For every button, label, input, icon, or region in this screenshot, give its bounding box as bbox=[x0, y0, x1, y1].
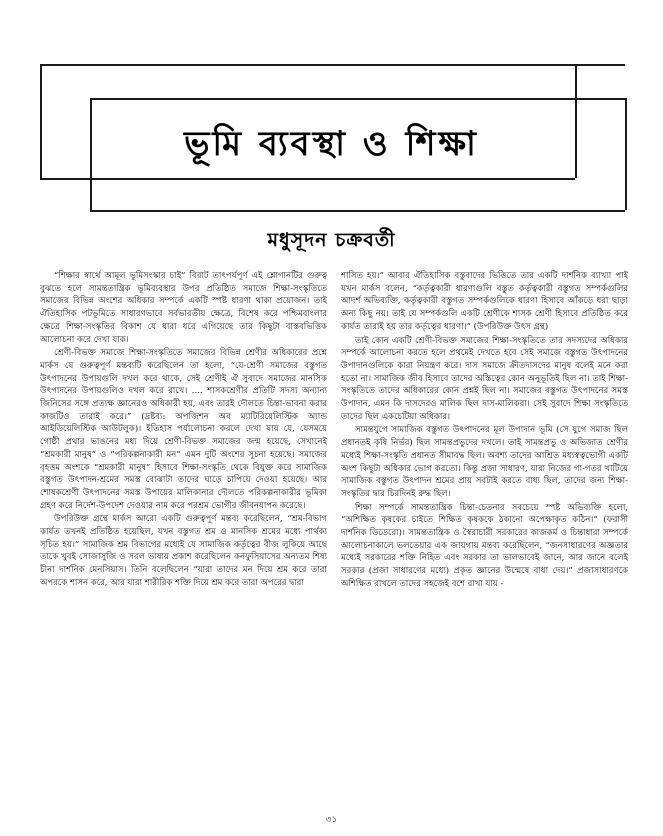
paragraph: শাসিত হয়।” আবার ঐতিহাসিক বস্তুবাদের ভিত্তিতে তার একটি দার্শনিক ব্যাখ্যা পাই যখন মার্কস বলেন, “কর্তৃত্বকারী ধারণাগুলি বস্তুত কর্তৃত্বকারী বস্তুগত সম্পর্কগুলির আদর্শ অভিব্যক্তি, কর্তৃত্বকারী বস্তুগত সম্পর্কগুলিকে ধারণা হিসাবে আঁকড়ে ধরা ছাড়া অন্য কিছু নয়। তাই যে সম্পর্কগুলি একটি শ্রেণীকে শাসক শ্রেণী হিসাবে প্রতিষ্ঠিত করে কার্যত তারাই হয় তার কর্তৃত্বের ধারণা।” (উপরিউক্ত উৎস গ্রন্থ) bbox=[341, 271, 628, 332]
paragraph: শ্রেণী-বিভক্ত সমাজে শিক্ষা-সংস্কৃতিতে সমাজের বিভিন্ন শ্রেণীর অধিকারের প্রশ্নে মার্কস যে গুরুত্বপূর্ণ মন্তব্যটি করেছিলেন তা হলো, “যে-শ্রেণী সমাজের বস্তুগত উৎপাদনের উপায়গুলি দখল করে থাকে, সেই শ্রেণীই ঐ সুবাদে সমাজের মানসিক উৎপাদনের উপায়গুলিও দখল করে রাখে। .... শাসকশ্রেণীর প্রতিটি সদস্য অন্যান্য জিনিসের সঙ্গে প্রত্যক্ষ জ্ঞানেরও অধিকারী হয়, এবং তারই দৌলতে চিন্তা-ভাবনা করার কাজটিও তারাই করে।” (দ্রষ্টব্য: অপজিশন অব ম্যাটিরিয়েলিস্টিক অ্যান্ড আইডিয়েলিস্টিক আউটলুক)। ইতিহাস পর্যালোচনা করলে দেখা যায় যে, যেসময়ে গোষ্ঠী প্রথার ভাঙনের মধ্য দিয়ে শ্রেণী-বিভক্ত সমাজের জন্ম হয়েছে, সেখানেই “শ্রমকারী মানুষ” ও “পরিকল্পনাকারী মন” এমন দুটি অংশের সূচনা হয়েছে। সমাজের বৃহত্তম অংশকে “শ্রমকারী মানুষ” হিসাবে শিক্ষা-সংস্কৃতি থেকে বিযুক্ত করে সামাজিক বস্তুগত উৎপাদন-শ্রমের সমস্ত বোঝাটা তাদের ঘাড়ে চাপিয়ে দেওয়া হয়েছে। আর শোষকশ্রেণী উৎপাদনের সমস্ত উপায়ের মালিকানার দৌলতে পরিকল্পনাকারীর ভূমিকা গ্রহণ করে নির্দেশ-উপদেশ দেওয়ার নাম করে পরশ্রম ভোগীর জীবনযাপন করেছে। bbox=[40, 348, 327, 511]
left-text-column bbox=[40, 270, 327, 790]
frame-title-bottom-line bbox=[40, 178, 575, 180]
article-author: মধুসূদন চক্রবর্তী bbox=[267, 229, 396, 251]
article-title: ভূমি ব্যবস্থা ও শিক্ষা bbox=[184, 124, 479, 164]
paragraph: শিক্ষা সম্পর্কে সামন্ততান্ত্রিক চিন্তা-চেতনার সবচেয়ে স্পষ্ট অভিব্যক্তি হলো, “অশিক্ষিত কৃষকের চাইতে শিক্ষিত কৃষককে ঠকানো অপেক্ষাকৃত কঠিন।” (ফরাসী দার্শনিক ডিডেরো)। সামন্ততান্ত্রিক ও স্বৈরাচারী সরকারের কাজকর্ম ও চিন্তাধারা সম্পর্কে আলোচনাকালে ভলতেয়ার এক জায়গায় মন্তব্য করেছিলেন, “জনসাধারণের অজ্ঞতার মধ্যেই সরকারের শক্তি নিহিত এবং সরকার তা ভালভাবেই জানে, আর জানে বলেই সরকার (প্রজা সাধারণের মধ্যে) প্রকৃত জ্ঞানের উন্মেষে বাধা দেয়।” প্রজাসাধারণকে অশিক্ষিত রাখলে তাদের সহজেই বশে রাখা যায় - bbox=[341, 502, 628, 589]
frame-top-line bbox=[40, 64, 625, 66]
paragraph: তাই কোন একটি শ্রেণী-বিভক্ত সমাজের শিক্ষা-সংস্কৃতিতে তার সদস্যদের অধিকার সম্পর্কে আলোচনা করতে হলে প্রথমেই দেখতে হবে সেই সমাজে বস্তুগত উৎপাদনের উপাদানগুলিকে কারা নিয়ন্ত্রণ করে। দাস সমাজে ক্রীতদাসদের মানুষ বলেই মনে করা হতো না। সামাজিক জীব হিসাবে তাদের অস্তিত্বের কোন অনুভূতিই ছিল না। তাই শিক্ষা-সংস্কৃতিতে তাদের অধিকারের কোন প্রশ্নই ছিল না। সমাজের বস্তুগত উৎপাদনের সমস্ত উপাদান, এমন কি দাসদেরও মালিক ছিল দাস-মালিকরা। সেই সুবাদে শিক্ষা সংস্কৃতিতে তাদের ছিল একচেটিয়া অধিকার। bbox=[341, 335, 628, 422]
paragraph: “শিক্ষার স্বার্থে আমূল ভূমিসংস্কার চাই” বিরাট তাৎপর্যপূর্ণ এই শ্লোগানটির গুরুত্ব বুঝতে হলে সামন্ততান্ত্রিক ভূমিব্যবস্থার উপর প্রতিষ্ঠিত সমাজে শিক্ষা-সংস্কৃতিতে সমাজের বিভিন্ন অংশের অধিকার সম্পর্কে একটি স্পষ্ট ধারণা থাকা প্রয়োজন। তাই ঐতিহাসিক পটভূমিতে সাধারণভাবে সর্বভারতীয় ক্ষেত্রে, বিশেষ করে পশ্চিমবাংলার ক্ষেত্রে শিক্ষা-সংস্কৃতির বিকাশ যে ধারা ধরে এগিয়েছে তার কিছুটা বাস্তবভিত্তিক আলোচনা করে দেখা যাক। bbox=[40, 271, 327, 345]
frame-title-top-line bbox=[90, 98, 625, 100]
frame-bottom-line bbox=[90, 210, 625, 212]
page-number: ৩১ bbox=[325, 815, 338, 825]
right-text-column bbox=[341, 270, 628, 790]
paragraph: উপরিউক্ত গ্রন্থে মার্কস আরো একটি গুরুত্বপূর্ণ মন্তব্য করেছিলেন, “শ্রম-বিভাগ কার্যত তখনই প্রতিষ্ঠিত হয়েছিল, যখন বস্তুগত শ্রম ও মানসিক শ্রমের মধ্যে পার্থক্য সৃচিত হয়।” সামাজিক শ্রম বিভাগের মধ্যেই যে সামাজিক কর্তৃত্বের বীজ লুকিয়ে আছে তাকে খুবই সোজাসুজি ও সরল ভাষায় প্রকাশ করেছিলেন কনফুসিয়াসের অন্যতম শিষ্য চীনা দার্শনিক মেনসিয়াস। তিনি বলেছিলেন “যারা তাদের মন দিয়ে শ্রম করে তারা অপরকে শাসন করে, আর যারা শারীরিক শক্তি দিয়ে শ্রম করে তারা অপরের দ্বারা bbox=[40, 514, 327, 588]
paragraph: সামন্তযুগে সামাজিক বস্তুগত উৎপাদনের মূল উপাদান ভূমি (সে যুগে সমাজ ছিল প্রধানতই কৃষি নির্ভর) ছিল সামন্তপ্রভুদের দখলে। তাই সামন্তপ্রভু ও অভিজাত শ্রেণীর মধ্যেই শিক্ষা-সংস্কৃতি প্রধানত সীমাবদ্ধ ছিল। অবশ্য তাদের আশ্রিত মধ্যস্বত্বভোগী একটি অংশ কিছুটা অধিকার ভোগ করতো। কিন্তু প্রজা সাধারণ, যারা নিজের গা-গতর খাটিয়ে সামাজিক বস্তুগত উৎপাদন শ্রমের প্রায় সবটাই করতে বাধ্য ছিল, তাদের জন্য শিক্ষা-সংস্কৃতির দ্বার চিরদিনই রুদ্ধ ছিল। bbox=[341, 425, 628, 499]
